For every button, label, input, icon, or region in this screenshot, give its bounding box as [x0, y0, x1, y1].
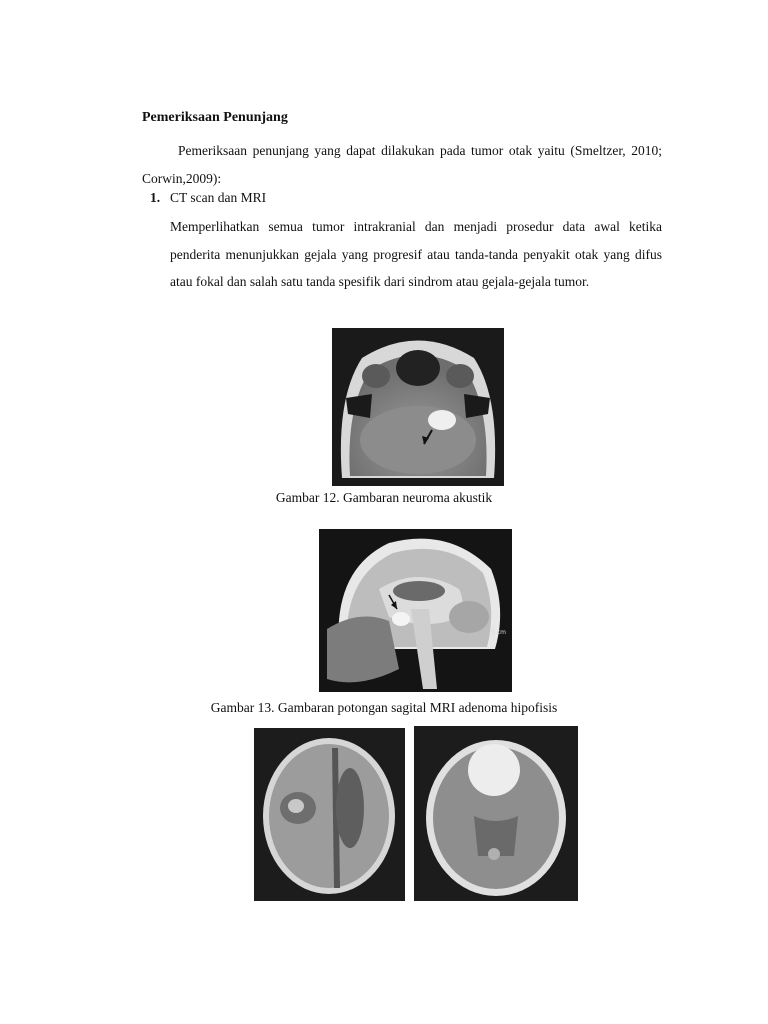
intro-paragraph: Pemeriksaan penunjang yang dapat dilakukan pada tumor otak yaitu (Smeltzer, 2010; Corwin,2009): — [142, 143, 662, 186]
figure-12-ct-image — [332, 328, 504, 486]
list-item-number: 1. — [150, 190, 161, 205]
list-item-title: CT scan dan MRI — [170, 190, 267, 205]
figure-14-ct-left-image — [254, 728, 405, 901]
section-heading: Pemeriksaan Penunjang — [142, 110, 288, 125]
figure-13-scale-label: 5 cm — [491, 629, 506, 636]
figure-12-caption: Gambar 12. Gambaran neuroma akustik — [275, 490, 493, 505]
figure-13-mri-image — [319, 529, 512, 692]
figure-13-caption: Gambar 13. Gambaran potongan sagital MRI adenoma hipofisis — [210, 700, 558, 715]
list-item-body: Memperlihatkan semua tumor intrakranial dan menjadi prosedur data awal ketika penderita menunjukkan gejala yang progresif atau tanda-tanda penyakit otak yang difus atau fokal dan salah satu tanda spesifik dari sindrom atau gejala-gejala tumor. — [170, 219, 662, 289]
figure-14-ct-right-image — [414, 726, 578, 901]
